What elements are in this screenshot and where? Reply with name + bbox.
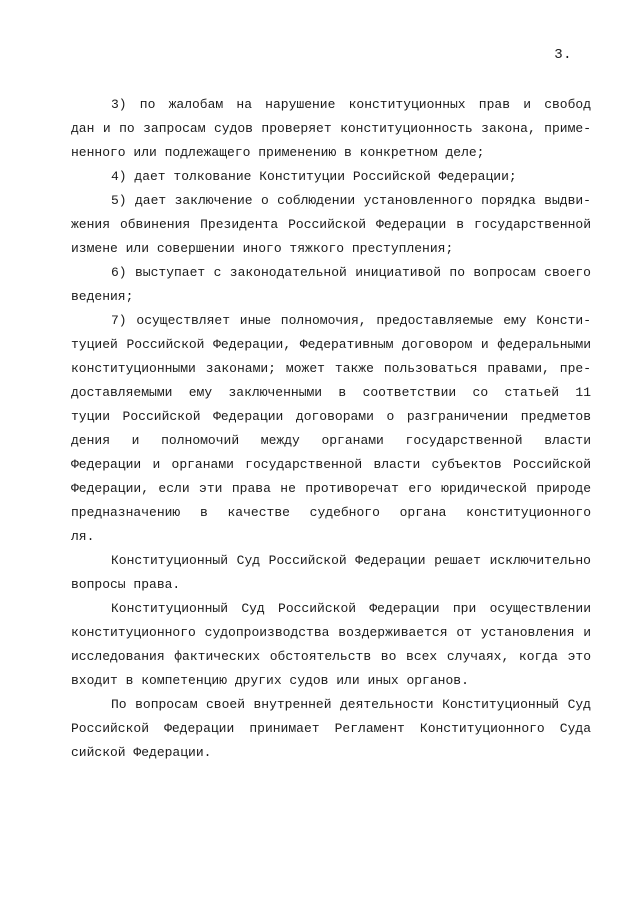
- text-line: вопросы права.: [71, 577, 181, 592]
- text-line: туции Российской Федерации договорами о разграничении предметов: [71, 409, 591, 424]
- text-line: конституционного судопроизводства воздерживается от установления и: [71, 625, 591, 640]
- text-line: туцией Российской Федерации, Федеративным договором и федеральными: [71, 337, 591, 352]
- text-line: исследования фактических обстоятельств во всех случаях, когда это: [71, 649, 591, 664]
- text-line: По вопросам своей внутренней деятельности Конституционный Суд: [111, 697, 591, 712]
- text-line: дан и по запросам судов проверяет конституционность закона, приме-: [71, 121, 591, 136]
- text-line: Конституционный Суд Российской Федерации решает исключительно: [111, 553, 591, 568]
- text-line: Российской Федерации принимает Регламент Конституционного Суда: [71, 721, 591, 736]
- text-line: Федерации, если эти права не противоречат его юридической природе: [71, 481, 591, 496]
- text-line: 5) дает заключение о соблюдении установленного порядка выдви-: [111, 193, 591, 208]
- text-line: Конституционный Суд Российской Федерации при осуществлении: [111, 601, 591, 616]
- text-line: жения обвинения Президента Российской Федерации в государственной: [71, 217, 591, 232]
- text-line: конституционными законами; может также пользоваться правами, пре-: [71, 361, 591, 376]
- text-line: доставляемыми ему заключенными в соответствии со статьей 11: [71, 385, 591, 400]
- text-line: 3) по жалобам на нарушение конституционных прав и свобод: [111, 97, 591, 112]
- text-line: предназначению в качестве судебного органа конституционного: [71, 505, 591, 520]
- text-line: 6) выступает с законодательной инициативой по вопросам своего: [111, 265, 591, 280]
- page-number: 3.: [554, 47, 572, 63]
- text-line: ля.: [71, 529, 95, 544]
- text-line: дения и полномочий между органами государственной власти: [71, 433, 591, 448]
- document-body: [71, 93, 591, 765]
- text-line: 7) осуществляет иные полномочия, предоставляемые ему Консти-: [111, 313, 591, 328]
- text-line: входит в компетенцию других судов или иных органов.: [71, 673, 469, 688]
- text-line: 4) дает толкование Конституции Российской Федерации;: [111, 169, 517, 184]
- text-line: сийской Федерации.: [71, 745, 212, 760]
- text-line: измене или совершении иного тяжкого преступления;: [71, 241, 454, 256]
- text-line: Федерации и органами государственной власти субъектов Российской: [71, 457, 591, 472]
- text-line: ненного или подлежащего применению в конкретном деле;: [71, 145, 485, 160]
- text-line: ведения;: [71, 289, 134, 304]
